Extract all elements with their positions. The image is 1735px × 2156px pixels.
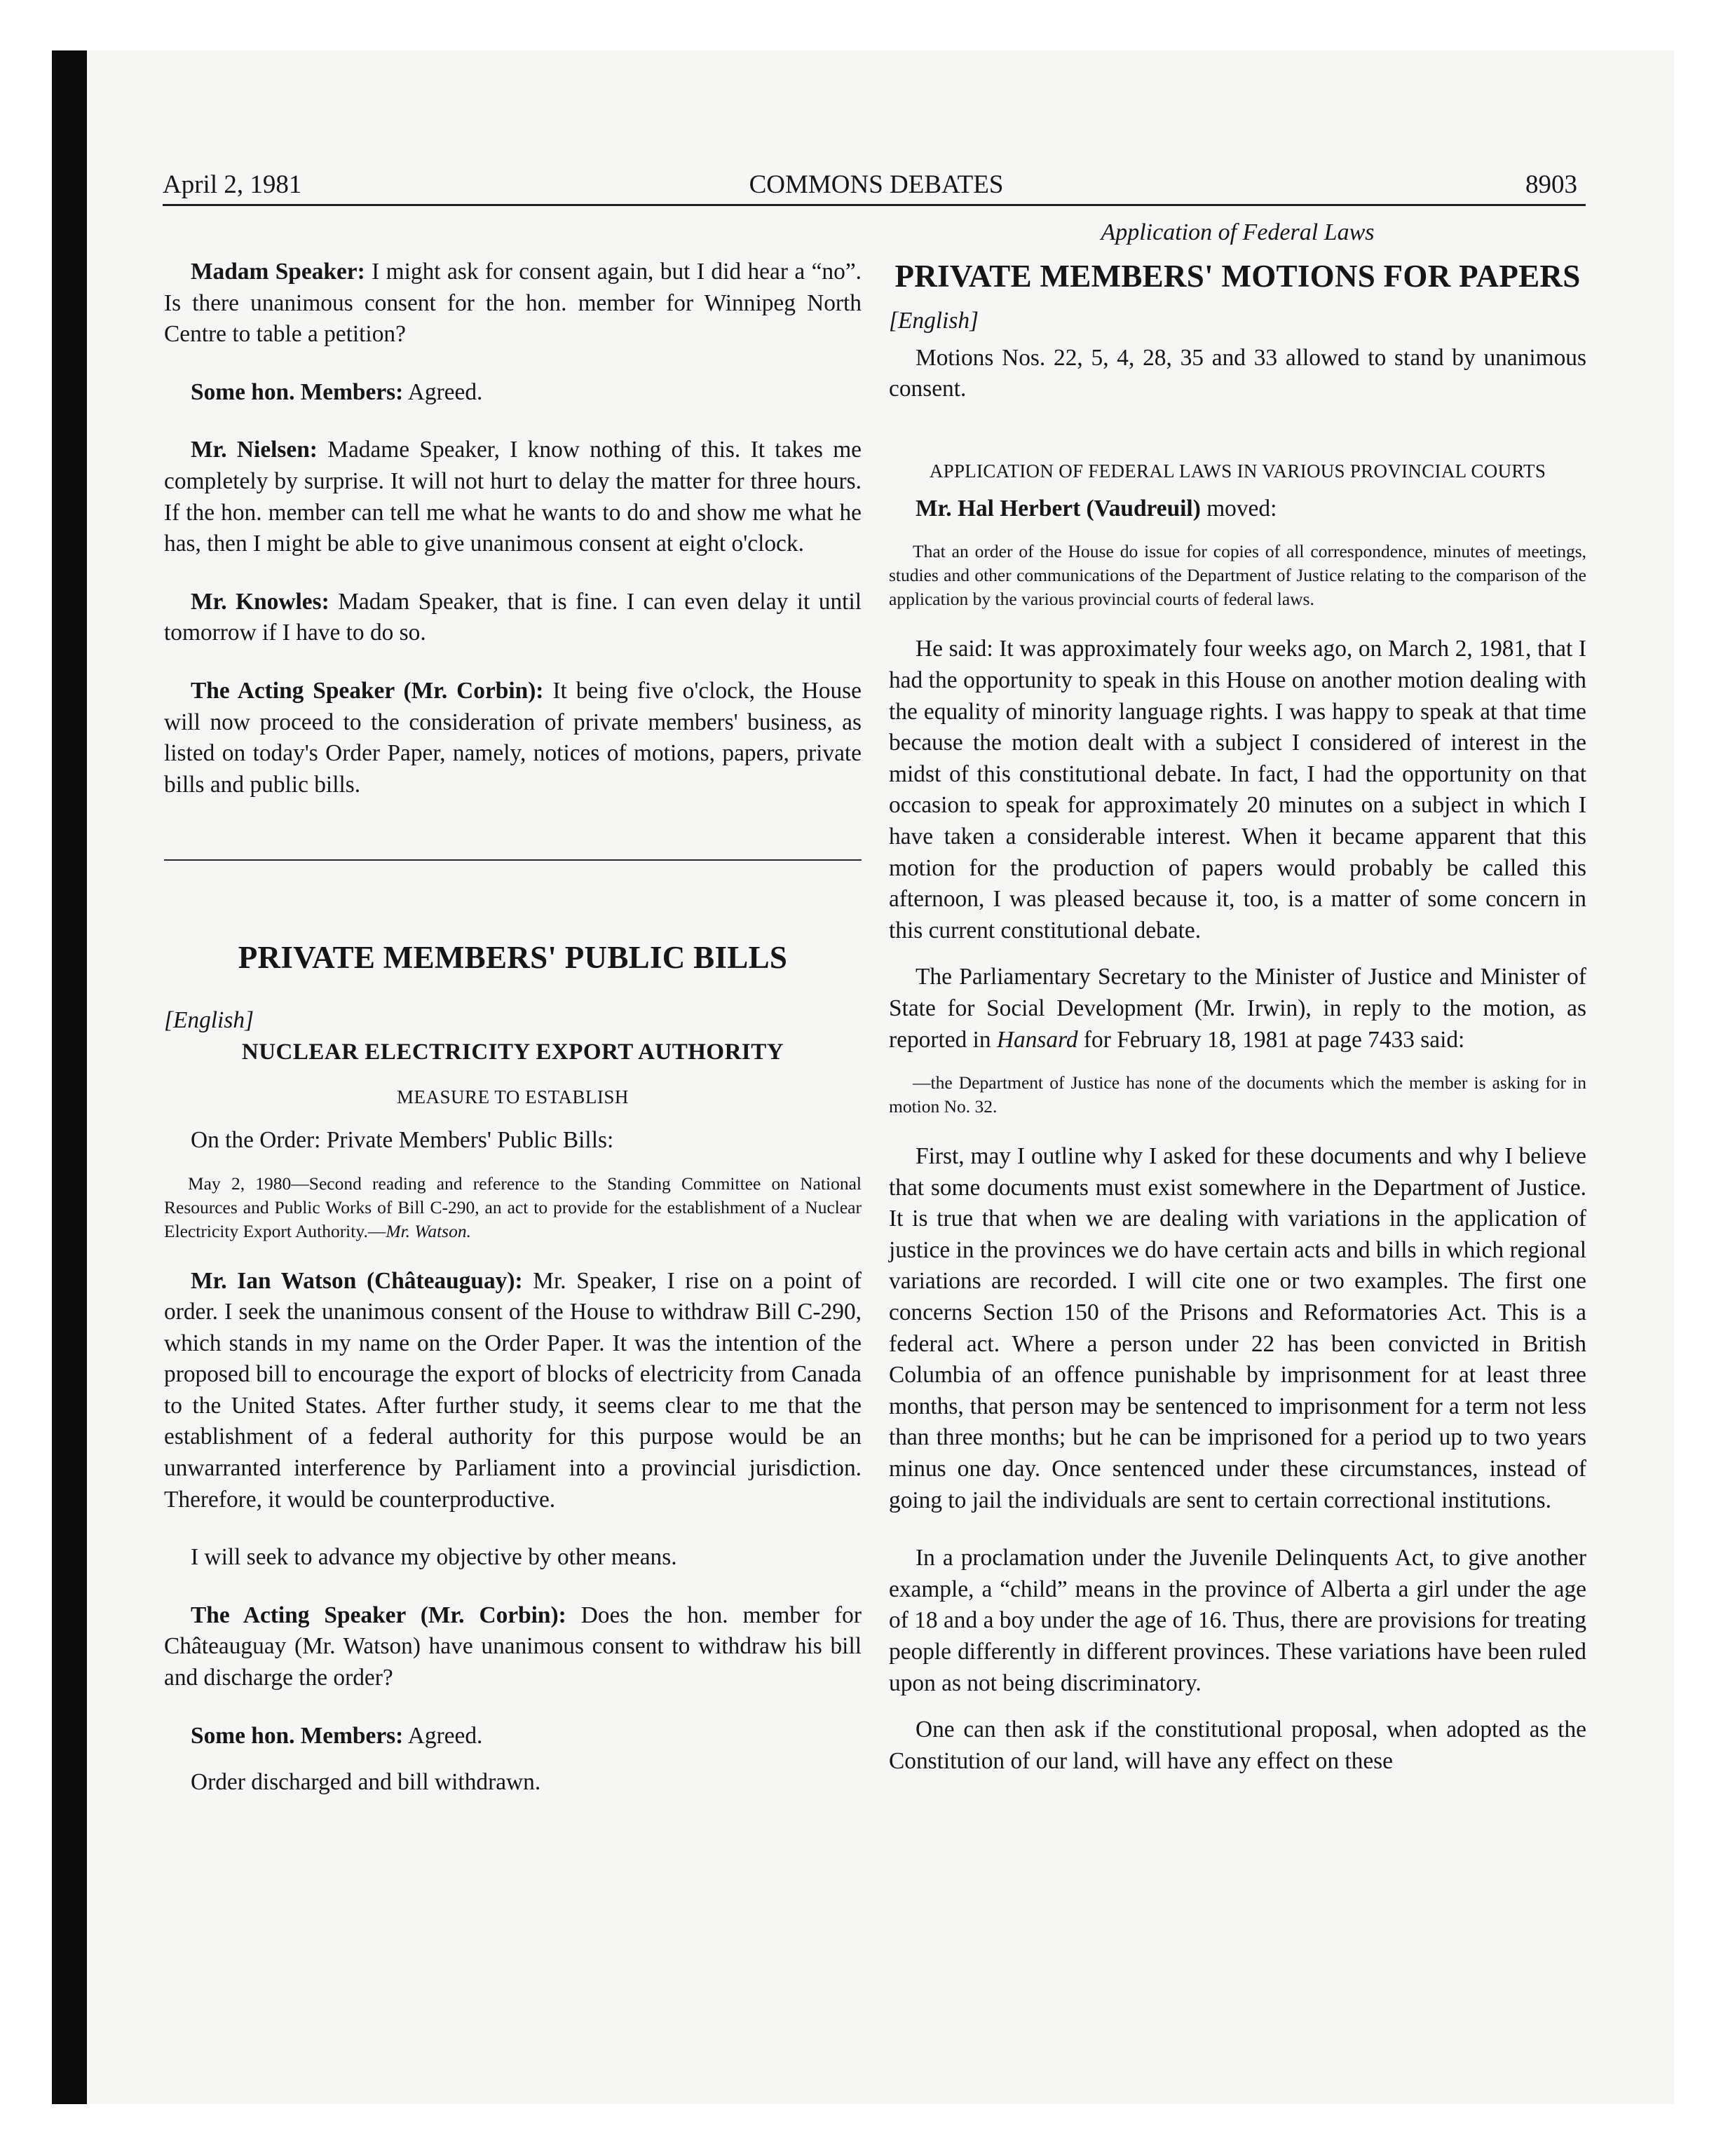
- order-notice: [164, 1172, 862, 1243]
- speech-paragraph: [164, 1600, 862, 1694]
- speech-paragraph: First, may I outline why I asked for these documents and why I believe that some documents must exist somewhere in the Department of Justice. It is true that when we are dealing with variations in the application of justice in the provinces we do have certain acts and bills in which regional variations are recorded. I will cite one or two examples. The first one concerns Section 150 of the Prisons and Reformatories Act. This is a federal act. Where a person under 22 has been convicted in British Columbia of an offence punishable by imprisonment for at least three months, that person may be sentenced to imprisonment for a term not less than three months; but he can be imprisoned for a period up to two years minus one day. Once sentenced under these circumstances, instead of going to jail the individuals are sent to certain correctional institutions.: [889, 1143, 1586, 1513]
- language-tag: [English]: [889, 308, 979, 334]
- speaker-name: Madam Speaker:: [191, 259, 365, 285]
- procedural-note: Order discharged and bill withdrawn.: [191, 1769, 541, 1796]
- speech-text: Madame Speaker, I know nothing of this. It takes me completely by surprise. It will not hurt to delay the matter for three hours. If the hon. member can tell me what he wants to do and show me what he has, then I might be able to give unanimous consent at eight o'clock.: [164, 437, 862, 557]
- speaker-name: Some hon. Members:: [191, 378, 404, 405]
- speech-paragraph: [164, 257, 862, 350]
- order-notice-text: May 2, 1980—Second reading and reference to the Standing Committee on National Resources and Public Works of Bill C-290, an act to provide for the establishment of a Nuclear Electricity Export Authority.—: [164, 1173, 862, 1241]
- speech-text: Mr. Speaker, I rise on a point of order. I seek the unanimous consent of the House to withdraw Bill C-290, which stands in my name on the Order Paper. It was the intention of the proposed bill to encourage the export of blocks of electricity from Canada to the United States. After further study, it seems clear to me that the establishment of a federal authority for this purpose would be an unwarranted interference by Parliament into a provincial jurisdiction. Therefore, it would be counterproductive.: [164, 1267, 862, 1513]
- speech-text: Does the hon. member for Châteauguay (Mr. Watson) have unanimous consent to withdraw his bill and discharge the order?: [164, 1602, 862, 1691]
- header-publication: COMMONS DEBATES: [749, 170, 1004, 199]
- speech-paragraph: In a proclamation under the Juvenile Delinquents Act, to give another example, a “child” means in the province of Alberta a girl under the age of 18 and a boy under the age of 16. Thus, there are provisions for treating people differently in different provinces. These variations have been ruled upon as not being discriminatory.: [889, 1545, 1586, 1696]
- speaker-name: Mr. Ian Watson (Châteauguay):: [191, 1267, 523, 1294]
- speaker-name: Mr. Nielsen:: [191, 437, 318, 463]
- speech-paragraph: [164, 676, 862, 800]
- order-line: On the Order: Private Members' Public Bills:: [191, 1126, 614, 1153]
- motion-text: That an order of the House do issue for copies of all correspondence, minutes of meetings, studies and other communications of the Department of Justice relating to the comparison of the application by the various provincial courts of federal laws.: [889, 541, 1586, 610]
- speech-paragraph: [889, 962, 1586, 1056]
- hansard-reference: Hansard: [996, 1026, 1078, 1053]
- language-tag: [English]: [164, 1007, 254, 1034]
- section-title: PRIVATE MEMBERS' PUBLIC BILLS: [238, 940, 788, 976]
- motions-paragraph: Motions Nos. 22, 5, 4, 28, 35 and 33 allowed to stand by unanimous consent.: [889, 344, 1586, 402]
- header-rule: [163, 204, 1586, 206]
- scan-edge-shadow: [52, 50, 87, 2104]
- motion-title: APPLICATION OF FEDERAL LAWS IN VARIOUS PROVINCIAL COURTS: [929, 460, 1546, 482]
- header-date: April 2, 1981: [163, 170, 302, 199]
- speech-text: Agreed.: [403, 378, 483, 405]
- quotation: —the Department of Justice has none of the documents which the member is asking for in motion No. 32.: [889, 1072, 1586, 1117]
- speaker-name: Mr. Knowles:: [191, 588, 329, 615]
- speaker-name: Mr. Hal Herbert (Vaudreuil): [916, 495, 1201, 521]
- section-title: PRIVATE MEMBERS' MOTIONS FOR PAPERS: [894, 259, 1581, 294]
- bill-title: NUCLEAR ELECTRICITY EXPORT AUTHORITY: [241, 1039, 784, 1065]
- speaker-name: The Acting Speaker (Mr. Corbin):: [191, 1602, 566, 1628]
- speech-paragraph: He said: It was approximately four weeks ago, on March 2, 1981, that I had the opportunity to speak in this House on another motion dealing with the equality of minority language rights. I was happy to speak at that time because the motion dealt with a subject I considered of interest in the midst of this constitutional debate. In fact, I had the opportunity on that occasion to speak for approximately 20 minutes on a subject in which I have taken a considerable interest. When it became apparent that this motion for the production of papers would probably be called this afternoon, I was pleased because it, too, is a matter of some concern in this current constitutional debate.: [889, 636, 1586, 943]
- speech-text: moved:: [1200, 495, 1277, 521]
- speech-paragraph: [164, 1721, 862, 1752]
- speech-text: The Parliamentary Secretary to the Minister of Justice and Minister of State for Social Development (Mr. Irwin), in reply to the motion, as reported in: [889, 964, 1586, 1053]
- header-page-number: 8903: [1525, 170, 1577, 199]
- running-head: Application of Federal Laws: [1101, 219, 1375, 245]
- speech-text: Agreed.: [403, 1722, 483, 1749]
- speaker-name: The Acting Speaker (Mr. Corbin):: [191, 677, 544, 704]
- order-notice-mover: Mr. Watson.: [386, 1220, 471, 1241]
- left-column: [164, 217, 862, 1825]
- speech-text: Madam Speaker, that is fine. I can even delay it until tomorrow if I have to do so.: [164, 588, 862, 646]
- speech-paragraph: [164, 1266, 862, 1516]
- speaker-name: Some hon. Members:: [191, 1722, 404, 1749]
- bill-subtitle: MEASURE TO ESTABLISH: [397, 1086, 629, 1107]
- speech-paragraph: One can then ask if the constitutional proposal, when adopted as the Constitution of our land, will have any effect on these: [889, 1717, 1586, 1774]
- speech-text: I might ask for consent again, but I did hear a “no”. Is there unanimous consent for the hon. member for Winnipeg North Centre to table a petition?: [164, 259, 862, 348]
- speech-paragraph: [164, 377, 862, 409]
- speech-text: for February 18, 1981 at page 7433 said:: [1077, 1026, 1465, 1053]
- right-column: [889, 217, 1586, 1792]
- speech-paragraph: [164, 587, 862, 649]
- speech-paragraph: [164, 435, 862, 559]
- speech-paragraph: I will seek to advance my objective by other means.: [191, 1544, 677, 1571]
- speech-text: It being five o'clock, the House will now proceed to the consideration of private members' business, as listed on today's Order Paper, namely, notices of motions, papers, private bills and public bills.: [164, 677, 862, 798]
- mover-line: [889, 493, 1586, 525]
